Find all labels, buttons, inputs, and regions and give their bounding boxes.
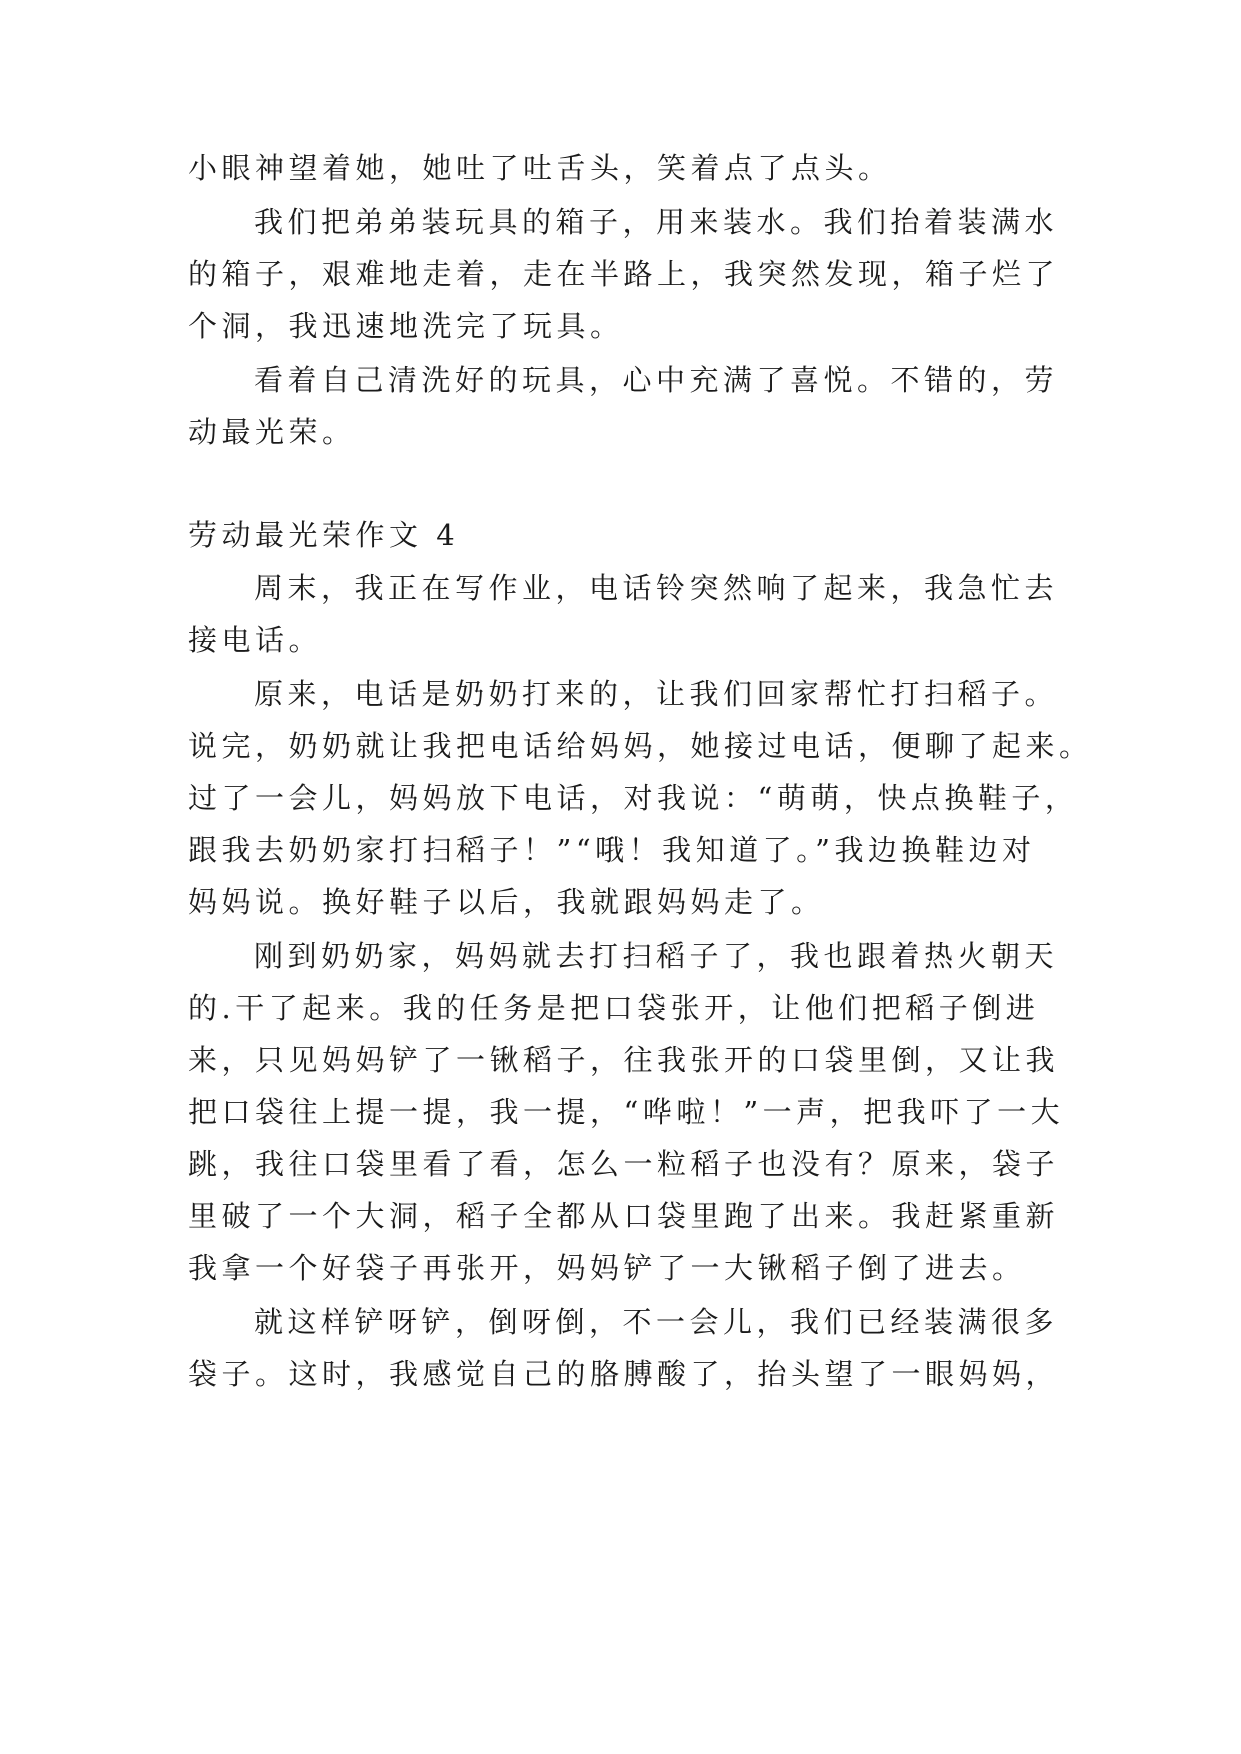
text-line: 动最光荣。 [188,415,356,449]
text-line: 妈妈说。换好鞋子以后，我就跟妈妈走了。 [188,885,825,919]
text-line: 的.干了起来。我的任务是把口袋张开，让他们把稻子倒进 [188,991,1040,1025]
text-line: 袋子。这时，我感觉自己的胳膊酸了，抬头望了一眼妈妈， [188,1357,1060,1391]
text-line: 接电话。 [188,623,323,657]
paragraph-start: 看着自己清洗好的玩具，心中充满了喜悦。不错的，劳 [254,363,1059,397]
text-line: 过了一会儿，妈妈放下电话，对我说：“萌萌，快点换鞋子， [188,781,1079,815]
text-line: 小眼神望着她，她吐了吐舌头，笑着点了点头。 [188,151,892,185]
text-line: 说完，奶奶就让我把电话给妈妈，她接过电话，便聊了起来。 [188,729,1093,763]
paragraph-start: 周末，我正在写作业，电话铃突然响了起来，我急忙去 [254,571,1059,605]
text-line: 来，只见妈妈铲了一锹稻子，往我张开的口袋里倒，又让我 [188,1043,1060,1077]
text-line: 我拿一个好袋子再张开，妈妈铲了一大锹稻子倒了进去。 [188,1251,1026,1285]
text-line: 跳，我往口袋里看了看，怎么一粒稻子也没有？原来，袋子 [188,1147,1060,1181]
text-line: 的箱子，艰难地走着，走在半路上，我突然发现，箱子烂了 [188,257,1060,291]
paragraph-start: 我们把弟弟装玩具的箱子，用来装水。我们抬着装满水 [254,205,1059,239]
paragraph-start: 原来，电话是奶奶打来的，让我们回家帮忙打扫稻子。 [254,677,1059,711]
text-line: 个洞，我迅速地洗完了玩具。 [188,309,624,343]
paragraph-start: 刚到奶奶家，妈妈就去打扫稻子了，我也跟着热火朝天 [254,939,1059,973]
section-heading: 劳动最光荣作文 4 [188,518,460,552]
paragraph-start: 就这样铲呀铲，倒呀倒，不一会儿，我们已经装满很多 [254,1305,1059,1339]
text-line: 把口袋往上提一提，我一提，“哗啦！”一声，把我吓了一大 [188,1095,1065,1129]
text-line: 里破了一个大洞，稻子全都从口袋里跑了出来。我赶紧重新 [188,1199,1060,1233]
text-line: 跟我去奶奶家打扫稻子！”“哦！我知道了。”我边换鞋边对 [188,833,1036,867]
